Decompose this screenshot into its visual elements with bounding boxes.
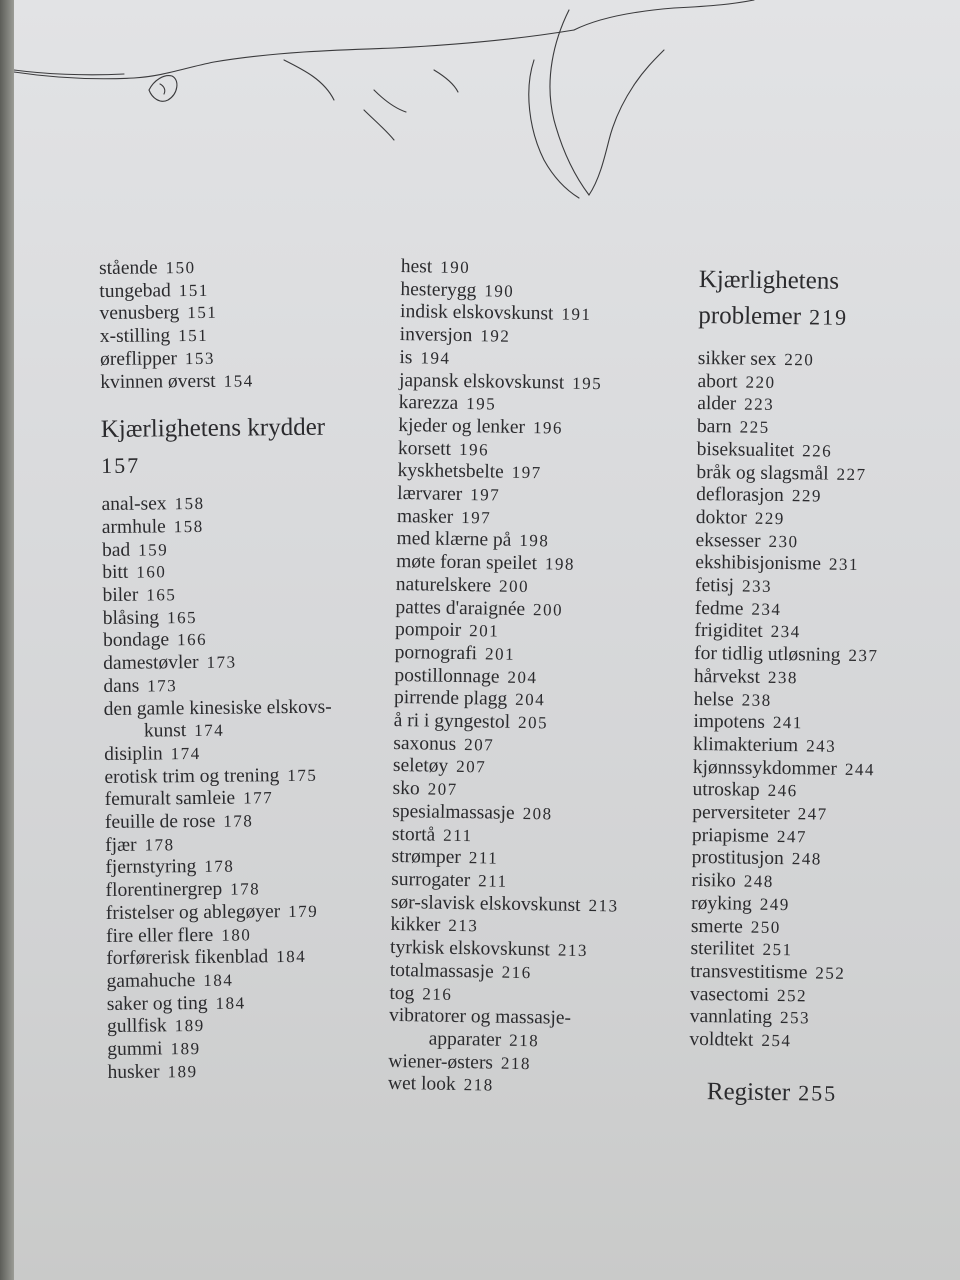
- entry-term: fjernstyring: [105, 856, 197, 879]
- entry-term: is: [399, 346, 413, 369]
- entry-term: fjær: [105, 834, 137, 856]
- entry-term: sko: [392, 778, 420, 800]
- entry-term: frigiditet: [694, 620, 763, 643]
- entry-page: 166: [176, 630, 208, 650]
- index-entry: [107, 991, 335, 1016]
- entry-term: kvinnen øverst: [100, 370, 216, 393]
- entry-page: 174: [170, 743, 201, 764]
- entry-page: 204: [515, 690, 546, 710]
- index-entry: [99, 256, 327, 281]
- entry-page: 250: [750, 917, 781, 937]
- index-entry: [105, 855, 333, 880]
- entry-term: blåsing: [102, 607, 160, 629]
- index-column-1: [99, 256, 336, 1085]
- entry-term: seletøy: [392, 755, 449, 778]
- index-entry: [388, 1073, 616, 1099]
- entry-page: 207: [456, 757, 487, 777]
- entry-term: biseksualitet: [696, 438, 795, 461]
- entry-term: impotens: [693, 711, 766, 734]
- entry-term: anal-sex: [101, 493, 167, 516]
- entry-page: 238: [741, 690, 772, 710]
- entry-page: 180: [221, 925, 252, 945]
- index-entry: [697, 393, 882, 418]
- index-column-3: [689, 262, 884, 1112]
- section-title-line2: problemer: [698, 301, 802, 331]
- index-entry: [102, 537, 330, 562]
- entry-term: florentinergrep: [105, 878, 223, 902]
- entry-term: damestøvler: [103, 652, 199, 675]
- entry-page: 184: [215, 993, 246, 1013]
- entry-term: x-stilling: [99, 325, 171, 348]
- entry-page: 165: [146, 585, 177, 605]
- entry-page: 211: [478, 871, 508, 891]
- index-entry: [690, 938, 875, 963]
- section-heading-krydder: [101, 410, 329, 448]
- index-entry: [696, 484, 881, 509]
- index-entry: [106, 900, 334, 925]
- entry-term: spesialmassasje: [392, 800, 515, 824]
- entry-term: barn: [696, 416, 732, 438]
- entry-term: pirrende plagg: [393, 687, 508, 711]
- entry-term: indisk elskovskunst: [399, 301, 554, 325]
- entry-page: 194: [420, 348, 451, 368]
- entry-term: sør-slavisk elskovskunst: [390, 891, 581, 916]
- index-entry: [104, 696, 332, 721]
- entry-term: tungebad: [99, 279, 171, 302]
- section-heading-problemer: [699, 262, 884, 300]
- entry-page: 220: [784, 350, 815, 370]
- entry-page: 251: [762, 940, 793, 960]
- entry-page: 234: [751, 599, 782, 619]
- entry-page: 211: [443, 825, 473, 845]
- index-entry: [691, 870, 876, 895]
- entry-term: venusberg: [99, 302, 180, 325]
- index-entry: [693, 711, 878, 736]
- index-entry: [692, 847, 877, 872]
- index-entry: [106, 969, 334, 994]
- index-entry: [104, 742, 332, 767]
- index-entry: [105, 832, 333, 857]
- entry-term: surrogater: [391, 868, 471, 892]
- entry-page: 178: [230, 879, 261, 899]
- entry-page: 197: [470, 485, 501, 505]
- entry-page: 151: [178, 280, 209, 300]
- index-entry: [691, 893, 876, 918]
- entry-page: 231: [828, 554, 860, 575]
- entry-page: 244: [844, 759, 876, 779]
- entry-term: å ri i gyngestol: [393, 710, 511, 733]
- index-entry: [696, 462, 881, 487]
- entry-term: strømper: [391, 846, 462, 869]
- index-entry: [103, 628, 331, 653]
- entry-term: femuralt samleie: [104, 787, 236, 811]
- entry-page: 223: [744, 394, 775, 415]
- entry-page: 247: [776, 826, 808, 847]
- entry-term: pornografi: [394, 641, 478, 665]
- index-entry: [697, 371, 882, 396]
- entry-page: 233: [741, 576, 773, 596]
- index-entry: [695, 598, 880, 623]
- line-drawing-illustration: [14, 0, 960, 220]
- entry-page: 247: [797, 804, 828, 824]
- entry-page: 205: [517, 712, 549, 733]
- entry-term: pompoir: [394, 619, 462, 642]
- entry-page: 178: [204, 857, 235, 877]
- entry-page: 246: [767, 781, 798, 801]
- entry-term: kunst: [143, 720, 187, 742]
- index-entry: [100, 324, 328, 349]
- section-title: Kjærlighetens krydder: [100, 413, 326, 444]
- index-entry: [697, 439, 882, 464]
- index-entry: [695, 552, 880, 577]
- entry-term: kyskhetsbelte: [397, 460, 504, 483]
- index-entry: [690, 984, 875, 1009]
- index-entry: [102, 583, 330, 608]
- entry-page: 204: [507, 667, 538, 687]
- entry-term: priapisme: [691, 824, 770, 847]
- section-heading-problemer-line2: [698, 298, 883, 336]
- entry-page: 225: [739, 417, 770, 437]
- entry-page: 197: [461, 507, 492, 528]
- entry-page: 189: [170, 1039, 201, 1059]
- entry-term: bråk og slagsmål: [696, 461, 829, 485]
- index-entry: [104, 764, 332, 789]
- entry-term: saxonus: [393, 732, 457, 755]
- spacer: [100, 392, 328, 412]
- index-entry: [107, 1059, 335, 1084]
- entry-term: smerte: [690, 915, 743, 938]
- entry-page: 165: [167, 607, 198, 628]
- entry-term: utroskap: [692, 779, 760, 802]
- entry-page: 178: [223, 811, 254, 831]
- entry-term: lærvarer: [397, 483, 463, 506]
- entry-page: 195: [466, 394, 497, 414]
- entry-page: 178: [144, 835, 175, 855]
- entry-term: prostitusjon: [691, 847, 784, 870]
- entry-list-a: [99, 256, 328, 395]
- entry-list-b: [101, 492, 335, 1085]
- entry-page: 216: [422, 983, 453, 1004]
- index-entry: [693, 757, 878, 782]
- entry-term: transvestitisme: [690, 960, 808, 984]
- entry-page: 213: [448, 916, 479, 936]
- page-gutter-shadow: [0, 0, 14, 1280]
- index-entry: [99, 301, 327, 326]
- entry-page: 229: [754, 508, 785, 528]
- entry-page: 243: [806, 736, 837, 756]
- entry-page: 159: [138, 539, 169, 560]
- entry-term: kjønnssykdommer: [692, 756, 838, 780]
- entry-page: 238: [767, 667, 799, 688]
- entry-term: hest: [400, 256, 433, 278]
- index-entry: [102, 560, 330, 585]
- entry-term: gullfisk: [106, 1015, 167, 1038]
- index-entry: [694, 620, 879, 645]
- index-entry: [101, 492, 329, 517]
- entry-page: 189: [167, 1061, 198, 1082]
- entry-term: bad: [101, 539, 131, 561]
- entry-term: dans: [103, 675, 140, 697]
- entry-page: 158: [174, 494, 205, 514]
- entry-page: 254: [761, 1030, 792, 1051]
- entry-page: 220: [745, 372, 776, 392]
- entry-page: 241: [772, 713, 803, 733]
- entry-page: 151: [187, 303, 218, 323]
- entry-term: øreflipper: [99, 348, 178, 370]
- entry-term: masker: [396, 505, 454, 528]
- entry-page: 252: [815, 963, 846, 983]
- entry-term: sterilitet: [690, 938, 755, 961]
- entry-term: wet look: [387, 1073, 456, 1096]
- entry-term: kikker: [390, 914, 441, 937]
- index-entry: [106, 946, 334, 971]
- entry-page: 184: [276, 947, 307, 967]
- entry-term: fedme: [694, 597, 744, 620]
- entry-page: 229: [791, 486, 822, 506]
- section-page: 157: [101, 452, 141, 479]
- entry-page: 201: [484, 644, 516, 664]
- entry-page: 253: [779, 1008, 811, 1028]
- entry-term: stående: [99, 257, 158, 279]
- entry-page: 218: [509, 1030, 540, 1051]
- entry-term: voldtekt: [689, 1029, 754, 1051]
- entry-term: risiko: [691, 870, 736, 892]
- entry-page: 207: [427, 779, 458, 800]
- entry-term: doktor: [695, 506, 747, 529]
- entry-page: 252: [776, 985, 808, 1006]
- entry-term: eksesser: [695, 529, 761, 552]
- entry-page: 201: [469, 621, 500, 641]
- index-entry: [105, 787, 333, 812]
- entry-term: møte foran speilet: [396, 551, 538, 575]
- entry-term: japansk elskovskunst: [398, 369, 565, 394]
- section-title-line1: Kjærlighetens: [698, 265, 840, 295]
- index-entry: [690, 961, 875, 986]
- index-entry: [107, 1014, 335, 1039]
- entry-term: abort: [697, 370, 738, 393]
- index-entry: [106, 923, 334, 948]
- index-entry-continued: [104, 719, 332, 744]
- entry-page: 192: [480, 326, 511, 346]
- entry-page: 190: [484, 281, 515, 301]
- index-entry: [697, 416, 882, 441]
- entry-term: kjeder og lenker: [398, 414, 526, 438]
- entry-page: 173: [147, 676, 178, 696]
- entry-page: 213: [588, 895, 619, 916]
- entry-term: helse: [693, 688, 734, 711]
- index-entry: [695, 575, 880, 600]
- entry-page: 226: [802, 441, 833, 461]
- entry-term: disiplin: [104, 743, 163, 765]
- entry-page: 195: [572, 373, 603, 393]
- entry-page: 218: [500, 1053, 532, 1073]
- entry-term: ekshibisjonisme: [695, 552, 822, 575]
- entry-term: fetisj: [694, 575, 735, 597]
- entry-term: gamahuche: [106, 970, 196, 992]
- entry-page: 198: [519, 531, 550, 551]
- entry-page: 207: [464, 734, 495, 755]
- entry-term: med klærne på: [396, 528, 512, 552]
- entry-page: 216: [501, 962, 532, 982]
- entry-term: saker og ting: [106, 992, 208, 1015]
- index-entry: [99, 278, 327, 303]
- index-entry: [693, 734, 878, 759]
- register-heading: [707, 1074, 874, 1112]
- entry-page: 218: [463, 1075, 494, 1095]
- entry-term: feuille de rose: [104, 810, 216, 834]
- entry-term: inversjon: [399, 324, 473, 347]
- entry-page: 174: [194, 720, 225, 741]
- entry-term: tyrkisk elskovskunst: [389, 937, 551, 961]
- book-page: [14, 0, 960, 1280]
- entry-page: 211: [468, 848, 499, 868]
- index-entry: [106, 878, 334, 903]
- index-entry: [692, 779, 877, 804]
- entry-term: den gamle kinesiske elskovs-: [103, 696, 332, 720]
- index-entry: [100, 369, 328, 394]
- entry-page: 196: [458, 439, 490, 460]
- entry-term: husker: [107, 1061, 160, 1083]
- entry-term: forførerisk fikenblad: [106, 946, 269, 970]
- register-page: 255: [798, 1080, 838, 1106]
- index-entry: [100, 346, 328, 371]
- section-heading-page: [101, 446, 329, 484]
- entry-term: fristelser og ablegøyer: [105, 901, 281, 924]
- entry-page: 234: [770, 622, 801, 642]
- entry-term: hesterygg: [400, 278, 477, 301]
- index-entry: [102, 515, 330, 540]
- index-entry: [694, 666, 879, 691]
- index-entry: [389, 1005, 617, 1031]
- entry-term: alder: [697, 393, 737, 415]
- entry-term: vannlating: [689, 1006, 773, 1029]
- entry-page: 198: [544, 554, 576, 574]
- index-entry: [690, 1006, 875, 1031]
- index-entry: [692, 825, 877, 850]
- index-column-2: [388, 256, 629, 1099]
- entry-term: korsett: [397, 437, 452, 460]
- entry-page: 160: [136, 562, 167, 582]
- index-entry: [694, 689, 879, 714]
- entry-term: pattes d'araignée: [395, 596, 526, 620]
- index-entry: [696, 507, 881, 532]
- index-entry: [695, 530, 880, 555]
- index-entry: [103, 651, 331, 676]
- entry-page: 154: [223, 370, 254, 391]
- entry-page: 173: [206, 652, 237, 673]
- entry-term: for tidlig utløsning: [694, 643, 841, 666]
- index-entry: [103, 673, 331, 698]
- entry-page: 208: [522, 803, 553, 824]
- entry-page: 150: [165, 257, 196, 278]
- entry-page: 196: [532, 418, 564, 438]
- entry-page: 179: [288, 901, 319, 921]
- entry-page: 158: [173, 516, 204, 537]
- entry-page: 248: [791, 849, 822, 870]
- entry-term: apparater: [428, 1028, 502, 1051]
- entry-term: armhule: [101, 516, 166, 538]
- index-entry: [105, 810, 333, 835]
- entry-term: sikker sex: [697, 347, 777, 370]
- entry-page: 191: [561, 304, 592, 325]
- entry-term: karezza: [398, 392, 459, 415]
- entry-page: 175: [287, 765, 318, 785]
- entry-page: 189: [174, 1016, 205, 1036]
- index-entry: [691, 916, 876, 941]
- entry-page: 227: [836, 464, 867, 484]
- entry-term: klimakterium: [692, 733, 799, 757]
- index-entry: [390, 960, 618, 986]
- entry-page: 151: [178, 325, 209, 346]
- entry-page: 190: [440, 257, 471, 278]
- index-entry: [698, 348, 883, 373]
- entry-page: 200: [532, 599, 564, 620]
- section-page: 219: [808, 304, 849, 330]
- index-entry: [694, 643, 879, 668]
- entry-term: bondage: [102, 629, 170, 652]
- index-entry: [103, 605, 331, 630]
- entry-term: erotisk trim og trening: [104, 764, 280, 788]
- entry-term: røyking: [691, 892, 752, 915]
- index-entry: [692, 802, 877, 827]
- entry-page: 230: [768, 531, 799, 551]
- entry-page: 177: [243, 788, 274, 808]
- index-entry: [400, 324, 628, 350]
- entry-page: 197: [511, 463, 542, 483]
- entry-page: 248: [743, 871, 774, 892]
- entry-term: postillonnage: [394, 664, 500, 688]
- entry-term: vibratorer og massasje-: [388, 1005, 572, 1029]
- entry-page: 153: [184, 348, 216, 368]
- entry-term: bitt: [102, 562, 129, 584]
- index-entry: [689, 1029, 874, 1054]
- entry-page: 184: [203, 970, 234, 990]
- entry-term: perversiteter: [692, 802, 790, 825]
- entry-term: hårvekst: [693, 665, 761, 688]
- entry-page: 213: [557, 940, 589, 961]
- entry-term: deflorasjon: [696, 484, 785, 507]
- register-title: Register: [706, 1077, 791, 1106]
- entry-term: naturelskere: [395, 573, 492, 597]
- index-entry: [107, 1037, 335, 1062]
- entry-term: gummi: [107, 1038, 163, 1061]
- entry-term: stortå: [391, 823, 436, 846]
- entry-term: totalmassasje: [389, 959, 494, 983]
- entry-page: 249: [759, 894, 790, 915]
- entry-term: tog: [389, 982, 415, 1004]
- entry-page: 237: [848, 645, 879, 666]
- entry-page: 200: [498, 576, 530, 596]
- entry-term: vasectomi: [689, 983, 770, 1006]
- entry-term: fire eller flere: [105, 924, 214, 947]
- entry-term: wiener-østers: [388, 1050, 494, 1074]
- entry-term: biler: [102, 584, 139, 607]
